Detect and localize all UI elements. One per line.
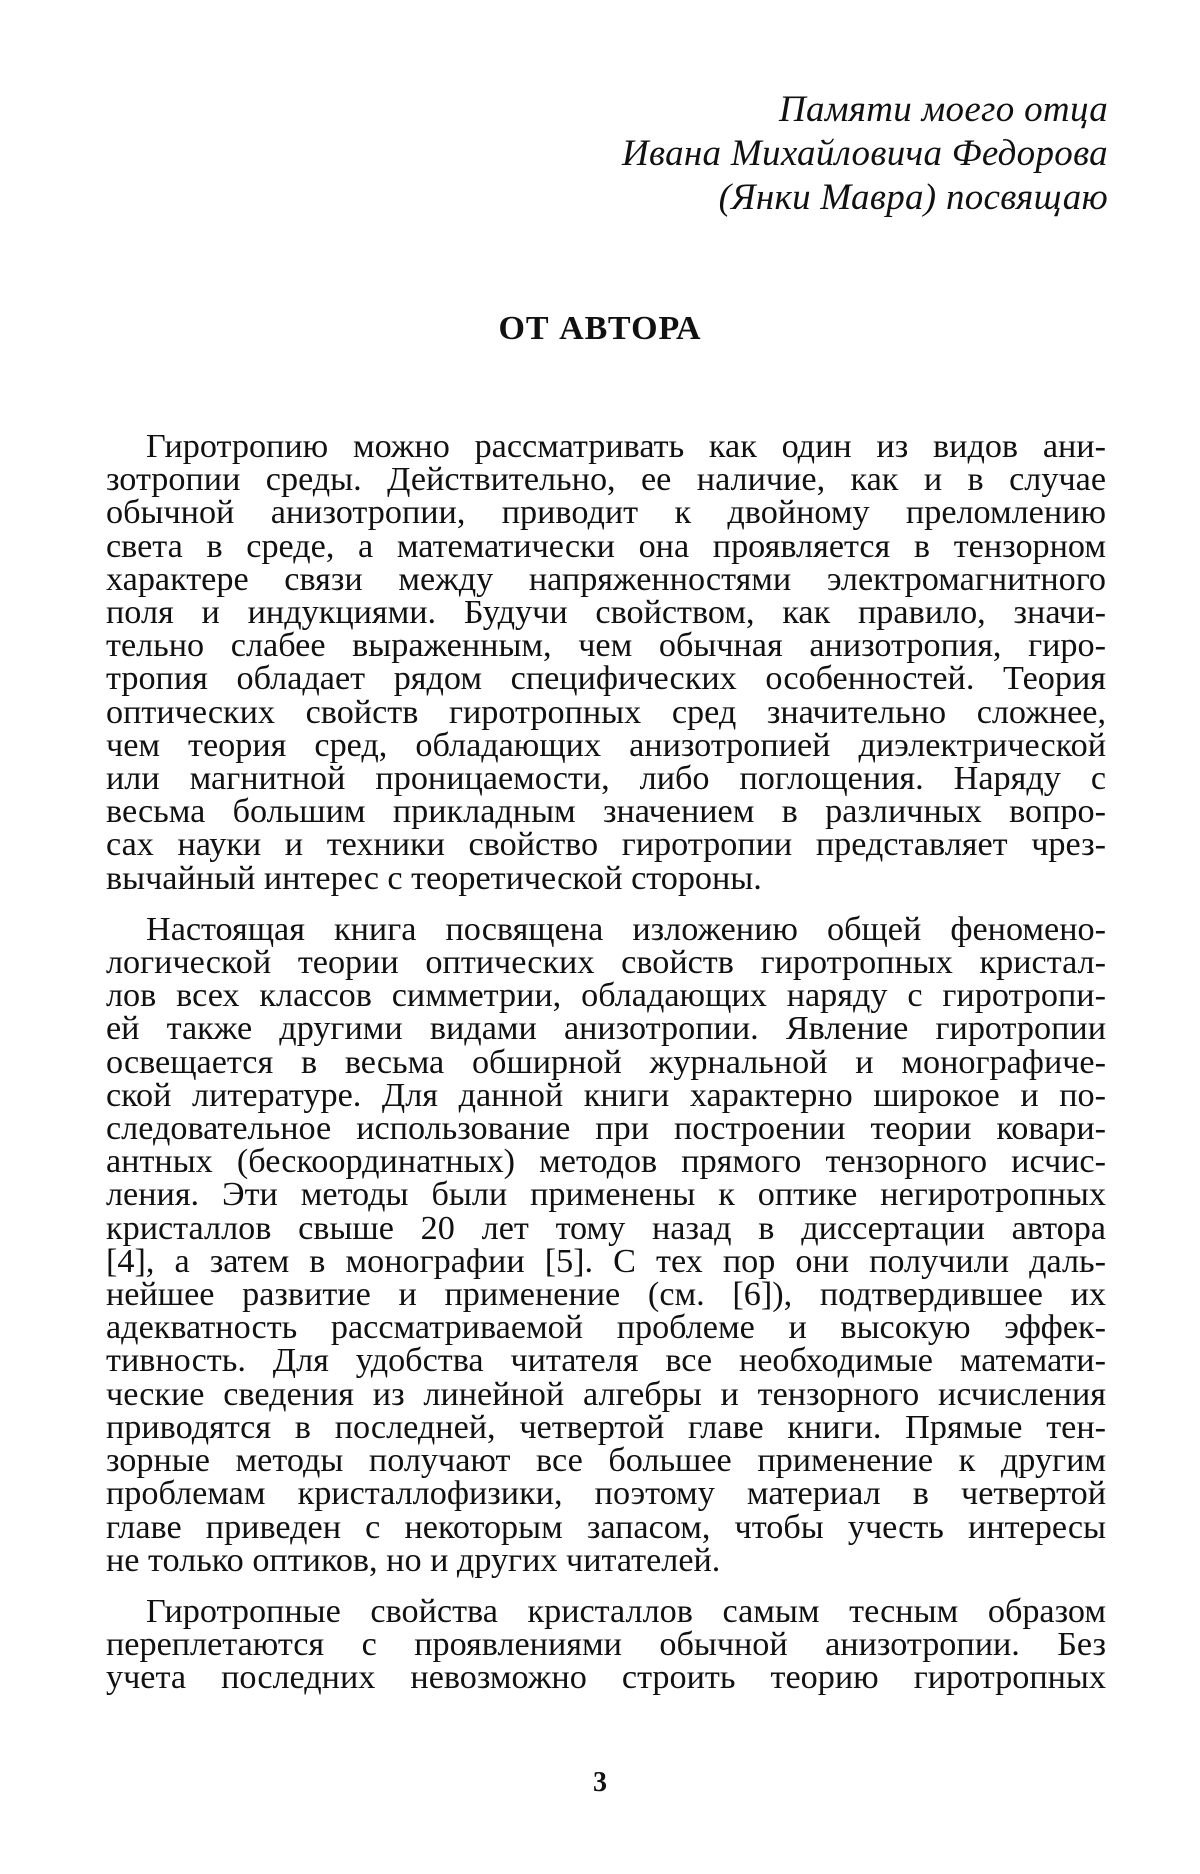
dedication-epigraph: [548, 88, 1108, 220]
text-line: оптических свойств гиротропных сред значительно сложнее,: [106, 693, 1106, 731]
text-line: или магнитной проницаемости, либо поглощения. Наряду с: [106, 760, 1106, 798]
paragraph: [106, 1592, 1106, 1697]
text-line: не только оптиков, но и других читателей.: [106, 1541, 721, 1579]
text-line: [4], а затем в монографии [5]. С тех пор они получили даль-: [106, 1242, 1106, 1280]
text-line: главе приведен с некоторым запасом, чтобы учесть интересы: [106, 1508, 1106, 1546]
text-line: переплетаются с проявлениями обычной анизотропии. Без: [106, 1626, 1106, 1664]
epigraph-line: Ивана Михайловича Федорова: [621, 133, 1108, 174]
text-line: чем теория сред, обладающих анизотропией диэлектрической: [106, 726, 1106, 764]
text-line: учета последних невозможно строить теорию гиротропных: [106, 1659, 1106, 1697]
text-line: Гиротропию можно рассматривать как один из видов ани-: [146, 428, 1106, 465]
text-line: тропия обладает рядом специфических особенностей. Теория: [106, 660, 1106, 698]
text-line: ской литературе. Для данной книги характерно широкое и по-: [106, 1076, 1106, 1114]
paragraph: [106, 910, 1106, 1579]
paragraph: [106, 430, 1106, 895]
text-line: ления. Эти методы были применены к оптике негиротропных: [106, 1176, 1106, 1214]
section-title: ОТ АВТОРА: [498, 310, 702, 347]
text-line: лов всех классов симметрии, обладающих наряду с гиротропи-: [106, 977, 1106, 1015]
text-line: Гиротропные свойства кристаллов самым тесным образом: [146, 1592, 1106, 1630]
text-line: приводятся в последней, четвертой главе книги. Прямые тен-: [106, 1408, 1106, 1446]
text-line: света в среде, а математически она проявляется в тензорном: [106, 527, 1106, 565]
body-text: [106, 430, 1106, 1713]
text-line: антных (бескоординатных) методов прямого тензорного исчис-: [106, 1143, 1106, 1181]
text-line: ей также другими видами анизотропии. Явление гиротропии: [106, 1010, 1106, 1048]
text-line: весьма большим прикладным значением в различных вопро-: [106, 793, 1106, 831]
text-line: ческие сведения из линейной алгебры и тензорного исчисления: [106, 1375, 1106, 1413]
text-line: адекватность рассматриваемой проблеме и высокую эффек-: [106, 1309, 1106, 1347]
text-line: Настоящая книга посвящена изложению общей феномено-: [146, 910, 1106, 948]
text-line: вычайный интерес с теоретической стороны.: [106, 859, 762, 897]
text-line: тельно слабее выраженным, чем обычная анизотропия, гиро-: [106, 627, 1106, 665]
text-line: тивность. Для удобства читателя все необходимые математи-: [106, 1342, 1106, 1380]
page-number: 3: [593, 1767, 607, 1798]
text-line: зорные методы получают все большее применение к другим: [106, 1442, 1106, 1480]
text-line: кристаллов свыше 20 лет тому назад в диссертации автора: [106, 1209, 1106, 1247]
text-line: проблемам кристаллофизики, поэтому материал в четвертой: [106, 1475, 1106, 1513]
epigraph-line: (Янки Мавра) посвящаю: [718, 177, 1108, 218]
text-line: зотропии среды. Действительно, ее наличие, как и в случае: [106, 461, 1106, 499]
text-line: обычной анизотропии, приводит к двойному преломлению: [106, 494, 1106, 532]
epigraph-line: Памяти моего отца: [779, 89, 1108, 130]
text-line: поля и индукциями. Будучи свойством, как правило, значи-: [106, 594, 1106, 632]
text-line: освещается в весьма обширной журнальной и монографиче-: [106, 1043, 1106, 1081]
text-line: следовательное использование при построении теории ковари-: [106, 1110, 1106, 1148]
text-line: характере связи между напряженностями электромагнитного: [106, 560, 1106, 598]
text-line: нейшее развитие и применение (см. [6]), подтвердившее их: [106, 1276, 1106, 1314]
text-line: сах науки и техники свойство гиротропии представляет чрез-: [106, 826, 1106, 864]
text-line: логической теории оптических свойств гиротропных кристал-: [106, 944, 1106, 982]
